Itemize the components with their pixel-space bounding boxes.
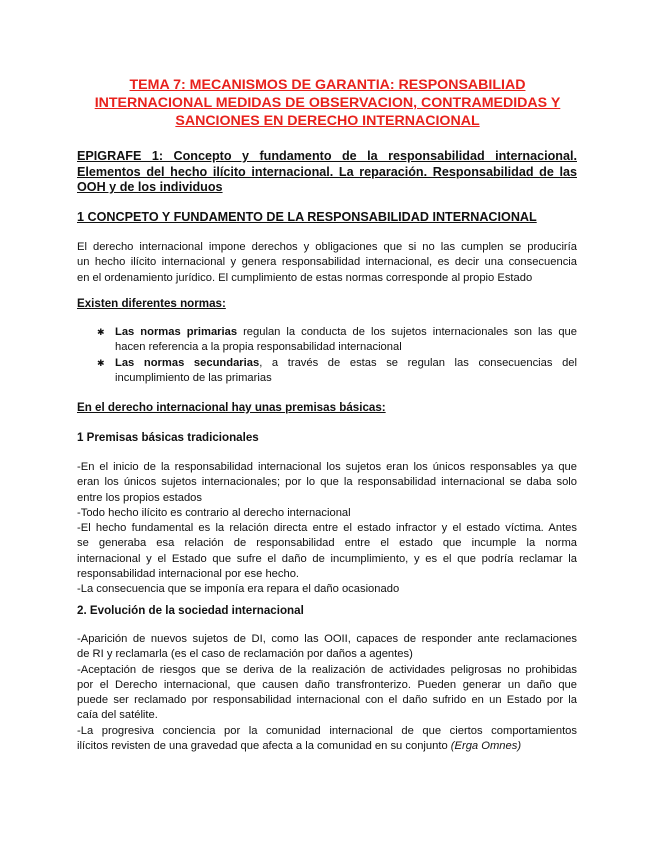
section-heading-concepto: 1 CONCPETO Y FUNDAMENTO DE LA RESPONSABILIDAD INTERNACIONAL	[77, 210, 537, 224]
normas-list	[77, 325, 577, 386]
paragraph-text: ilícitos revisten de una gravedad que afecta a la comunidad en su conjunto	[77, 740, 451, 753]
normas-heading: Existen diferentes normas:	[77, 297, 226, 310]
paragraph-line: puede ser reclamado por responsabilidad internacional con el daño sufrido en un Estado por la	[77, 694, 577, 707]
document-title	[70, 76, 585, 130]
list-item	[77, 356, 577, 387]
paragraph-line: en el ordenamiento jurídico. El cumplimiento de estas normas corresponde al propio Estado	[77, 271, 533, 284]
title-line: TEMA 7: MECANISMOS DE GARANTIA: RESPONSABILIAD	[129, 77, 526, 93]
evolucion-paragraph	[77, 632, 577, 754]
paragraph-line: eran los únicos sujetos internacionales; por lo que la responsabilidad internacional se daba solo	[77, 476, 577, 489]
epigrafe-line: EPIGRAFE 1: Concepto y fundamento de la responsabilidad internacional.	[77, 149, 577, 163]
epigrafe-line: Elementos del hecho ilícito internacional. La reparación. Responsabilidad de las	[77, 164, 577, 179]
paragraph-line: responsabilidad internacional por ese hecho.	[77, 568, 300, 581]
epigrafe-line: OOH y de los individuos	[77, 180, 223, 194]
list-item-line	[115, 325, 577, 340]
list-item-line: incumplimiento de las primarias	[115, 371, 272, 384]
paragraph-line: de RI y reclamarla (es el caso de reclamación por daños a agentes)	[77, 648, 413, 661]
title-line: SANCIONES EN DERECHO INTERNACIONAL	[175, 113, 480, 129]
list-item-text: , a través de estas se regulan las consecuencias del	[259, 356, 577, 369]
list-item-text: regulan la conducta de los sujetos internacionales son las que	[237, 326, 578, 338]
epigrafe-heading	[77, 149, 577, 196]
paragraph-line	[77, 739, 577, 754]
paragraph-line: -Todo hecho ilícito es contrario al derecho internacional	[77, 506, 351, 519]
title-line: INTERNACIONAL MEDIDAS DE OBSERVACION, CONTRAMEDIDAS Y	[94, 95, 561, 111]
paragraph-line: -La consecuencia que se imponía era repara el daño ocasionado	[77, 583, 400, 596]
paragraph-line: internacional y el Estado que sufre el daño de incumplimiento, y es el que podría reclamar la	[77, 552, 577, 565]
paragraph-line: -Aparición de nuevos sujetos de DI, como las OOII, capaces de responder ante reclamaciones	[77, 633, 577, 645]
paragraph-line: -En el inicio de la responsabilidad internacional los sujetos eran los únicos responsables ya que	[77, 461, 577, 473]
paragraph-line: -Aceptación de riesgos que se deriva de la realización de actividades peligrosas no prohibidas	[77, 663, 577, 676]
tradicionales-heading: 1 Premisas básicas tradicionales	[77, 431, 259, 444]
asterisk-bullet-icon: ✱	[97, 327, 105, 337]
tradicionales-paragraph	[77, 460, 577, 598]
list-item	[77, 325, 577, 356]
list-item-line: hacen referencia a la propia responsabilidad internacional	[115, 341, 402, 354]
premisas-heading: En el derecho internacional hay unas premisas básicas:	[77, 401, 386, 414]
paragraph-line: por el Derecho internacional, que causen daño transfronterizo. Pueden generar un daño que	[77, 678, 577, 691]
evolucion-heading: 2. Evolución de la sociedad internacional	[77, 604, 304, 617]
paragraph-line: caía del satélite.	[77, 709, 158, 722]
asterisk-bullet-icon: ✱	[97, 357, 105, 368]
paragraph-line: El derecho internacional impone derechos y obligaciones que si no las cumplen se produciría	[77, 241, 577, 253]
list-item-term: Las normas secundarias	[115, 356, 260, 369]
paragraph-line: -La progresiva conciencia por la comunidad internacional de que ciertos comportamientos	[77, 724, 577, 737]
intro-paragraph	[77, 240, 577, 286]
list-item-term: Las normas primarias	[115, 326, 238, 338]
paragraph-line: entre los propios estados	[77, 491, 203, 504]
erga-omnes-term: (Erga Omnes)	[450, 740, 522, 753]
list-item-line	[115, 356, 577, 371]
paragraph-line: -El hecho fundamental es la relación directa entre el estado infractor y el estado víctima. Antes	[77, 522, 577, 535]
paragraph-line: un hecho ilícito internacional y genera responsabilidad internacional, es decir una consecuencia	[77, 256, 577, 269]
paragraph-line: se generaba esa relación de responsabilidad entre el estado que incumple la norma	[77, 537, 577, 550]
